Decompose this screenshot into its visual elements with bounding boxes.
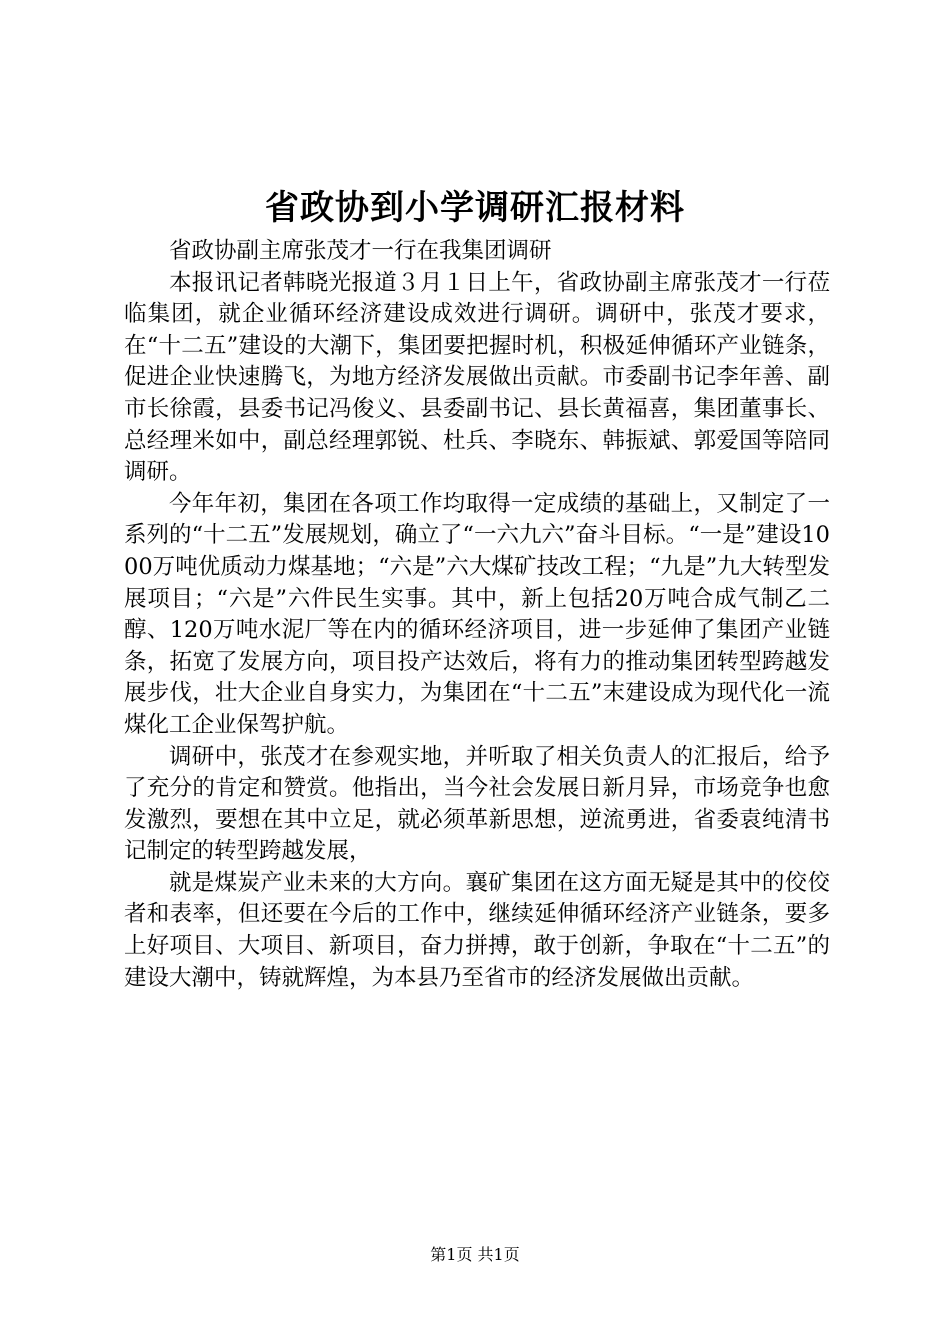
paragraph-subtitle: 省政协副主席张茂才一行在我集团调研 — [169, 238, 552, 264]
document-body — [124, 236, 830, 994]
paragraph-report-intro: 本报讯记者韩晓光报道３月１日上午，省政协副主席张茂才一行莅临集团，就企业循环经济建设成效进行调研。调研中，张茂才要求，在“十二五”建设的大潮下，集团要把握时机，积极延伸循环产业链条，促进企业快速腾飞，为地方经济发展做出贡献。市委副书记李年善、副市长徐霞，县委书记冯俊义、县委副书记、县长黄福喜，集团董事长、总经理米如中，副总经理郭锐、杜兵、李晓东、韩振斌、郭爱国等陪同调研。 — [124, 269, 830, 486]
paragraph-development-plan: 今年年初，集团在各项工作均取得一定成绩的基础上，又制定了一系列的“十二五”发展规划，确立了“一六九六”奋斗目标。“一是”建设1000万吨优质动力煤基地；“六是”六大煤矿技改工程；“九是”九大转型发展项目；“六是”六件民生实事。其中，新上包括20万吨合成气制乙二醇、120万吨水泥厂等在内的循环经济项目，进一步延伸了集团产业链条，拓宽了发展方向，项目投产达效后，将有力的推动集团转型跨越发展步伐，壮大企业自身实力，为集团在“十二五”末建设成为现代化一流煤化工企业保驾护航。 — [124, 490, 830, 738]
document-title: 省政协到小学调研汇报材料 — [265, 188, 685, 228]
paragraph-conclusion: 就是煤炭产业未来的大方向。襄矿集团在这方面无疑是其中的佼佼者和表率，但还要在今后的工作中，继续延伸循环经济产业链条，要多上好项目、大项目、新项目，奋力拼搏，敢于创新，争取在“十二五”的建设大潮中，铸就辉煌，为本县乃至省市的经济发展做出贡献。 — [124, 869, 830, 991]
page-number-footer: 第1页 共1页 — [430, 1245, 520, 1264]
paragraph-inspection-remarks: 调研中，张茂才在参观实地，并听取了相关负责人的汇报后，给予了充分的肯定和赞赏。他指出，当今社会发展日新月异，市场竞争也愈发激烈，要想在其中立足，就必须革新思想，逆流勇进，省委袁纯清书记制定的转型跨越发展， — [124, 743, 830, 865]
